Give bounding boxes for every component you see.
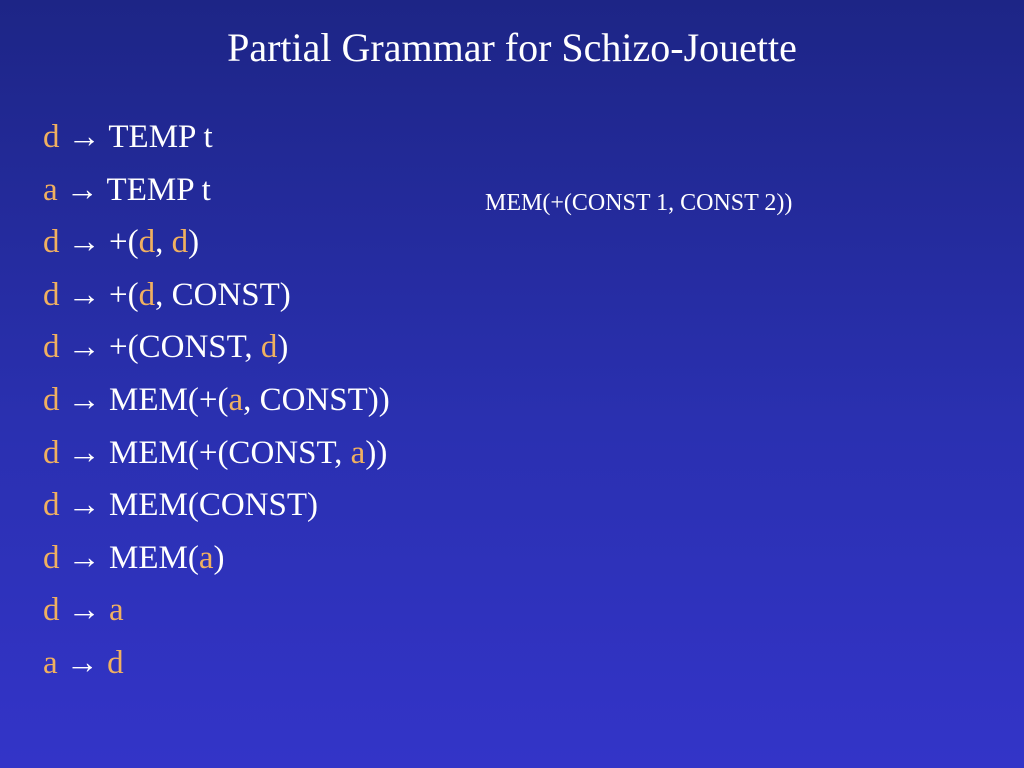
grammar-rule [43, 584, 390, 637]
rule-text: ) [213, 539, 225, 576]
nonterminal-symbol: d [43, 329, 60, 366]
nonterminal-symbol: d [43, 592, 60, 629]
nonterminal-symbol: d [43, 487, 60, 524]
nonterminal-symbol: a [350, 434, 366, 471]
rule-text: → MEM(CONST) [59, 487, 319, 524]
rule-text: → MEM(+(CONST, [59, 434, 351, 471]
rule-text: , CONST)) [243, 381, 390, 418]
nonterminal-symbol: d [107, 644, 124, 681]
nonterminal-symbol: d [260, 329, 278, 366]
rule-text: → TEMP t [59, 119, 213, 155]
rule-text: , [155, 224, 172, 261]
grammar-rule [43, 111, 390, 164]
rule-text: ) [277, 329, 289, 366]
nonterminal-symbol: a [228, 381, 244, 418]
rule-text: → +( [59, 224, 139, 261]
grammar-rule [43, 374, 390, 427]
rule-text: , CONST) [155, 276, 291, 313]
grammar-rule [43, 216, 390, 269]
rule-text: ) [188, 224, 200, 261]
grammar-rule [43, 479, 390, 532]
nonterminal-symbol: d [43, 276, 60, 313]
grammar-rule [43, 269, 390, 322]
grammar-rule [43, 637, 390, 690]
rule-text: → MEM( [59, 539, 199, 576]
example-expression: MEM(+(CONST 1, CONST 2)) [485, 190, 793, 216]
grammar-rule [43, 532, 390, 585]
rule-text: → MEM(+( [59, 381, 229, 418]
nonterminal-symbol: a [109, 592, 124, 629]
nonterminal-symbol: d [138, 224, 156, 261]
nonterminal-symbol: d [43, 381, 60, 418]
nonterminal-symbol: a [198, 539, 214, 576]
nonterminal-symbol: a [43, 171, 58, 208]
rule-text: → +( [59, 276, 139, 313]
nonterminal-symbol: a [43, 644, 58, 681]
grammar-rules-list [43, 111, 390, 690]
nonterminal-symbol: d [43, 539, 60, 576]
rule-text: → +(CONST, [59, 329, 261, 366]
rule-text: → [57, 644, 108, 681]
nonterminal-symbol: d [43, 119, 60, 155]
rule-text: )) [365, 434, 388, 471]
rule-text: → TEMP t [57, 171, 211, 208]
grammar-rule [43, 427, 390, 480]
slide-title: Partial Grammar for Schizo-Jouette [227, 25, 797, 70]
nonterminal-symbol: d [171, 224, 189, 261]
rule-text: → [59, 592, 109, 629]
grammar-rule [43, 321, 390, 374]
nonterminal-symbol: d [138, 276, 156, 313]
nonterminal-symbol: d [43, 434, 60, 471]
grammar-rule [43, 164, 390, 217]
nonterminal-symbol: d [43, 224, 60, 261]
